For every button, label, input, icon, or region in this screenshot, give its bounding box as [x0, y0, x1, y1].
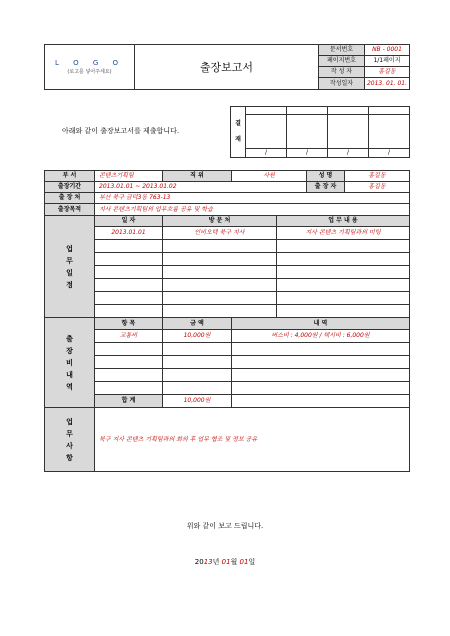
schedule-cell[interactable] [163, 305, 277, 318]
meta-value: 1/1페이지 [365, 56, 410, 67]
expense-cell[interactable] [163, 382, 232, 395]
expense-cell[interactable]: 10,000원 [163, 330, 232, 343]
schedule-cell[interactable] [277, 292, 410, 305]
matters-side-label: 업 무 사 항 [45, 408, 95, 472]
schedule-cell[interactable] [163, 266, 277, 279]
signature-box[interactable] [369, 115, 410, 149]
expense-cell[interactable]: 버스비 : 4,000원 / 택시비 : 6,000원 [232, 330, 410, 343]
header-table [44, 44, 410, 90]
schedule-cell[interactable] [163, 253, 277, 266]
schedule-header: 일 자 [95, 216, 163, 227]
signature-box[interactable] [287, 115, 328, 149]
intro-text: 아래와 같이 출장보고서를 제출합니다. [62, 127, 180, 135]
signature-box[interactable] [328, 115, 369, 149]
signature-box[interactable] [246, 115, 287, 149]
schedule-cell[interactable]: 인비오텍 북구 지사 [163, 227, 277, 240]
traveler-value: 홍길동 [345, 182, 410, 193]
expense-cell[interactable] [95, 356, 163, 369]
schedule-cell[interactable] [95, 240, 163, 253]
purpose-label: 출장목적 [45, 204, 95, 216]
schedule-cell[interactable] [277, 253, 410, 266]
expense-header: 내 역 [232, 318, 410, 330]
expense-cell[interactable] [163, 369, 232, 382]
period-value: 2013.01.01 ~ 2013.01.02 [95, 182, 307, 193]
expense-cell[interactable] [163, 343, 232, 356]
name-label: 성 명 [307, 171, 345, 182]
approval-slot-title [369, 107, 410, 115]
period-label: 출장기간 [45, 182, 95, 193]
traveler-label: 출 장 자 [307, 182, 345, 193]
schedule-cell[interactable] [95, 266, 163, 279]
schedule-cell[interactable] [277, 279, 410, 292]
total-label: 합 계 [95, 395, 163, 408]
schedule-side-label: 업 무 일 정 [45, 216, 95, 318]
schedule-cell[interactable] [277, 240, 410, 253]
meta-label: 페이지번호 [319, 56, 365, 67]
meta-value: NB - 0001 [365, 45, 410, 56]
expense-cell[interactable] [95, 369, 163, 382]
report-table [44, 170, 410, 472]
schedule-header: 업 무 내 용 [277, 216, 410, 227]
approval-slot-title [287, 107, 328, 115]
dept-label: 부 서 [45, 171, 95, 182]
approval-table [230, 106, 410, 158]
logo: L O G O [54, 58, 125, 67]
meta-label: 작성일자 [319, 78, 365, 90]
schedule-cell[interactable] [277, 305, 410, 318]
expense-cell[interactable]: 교통비 [95, 330, 163, 343]
schedule-header: 방 문 처 [163, 216, 277, 227]
expense-header: 항 목 [95, 318, 163, 330]
logo-area [45, 45, 135, 90]
report-date: 2013년 01월 01일 [194, 558, 256, 566]
approval-label: 결 재 [231, 107, 246, 158]
meta-label: 작 성 자 [319, 67, 365, 78]
place-value: 부산 북구 금덕3동 763-13 [95, 193, 410, 204]
expense-cell[interactable] [232, 382, 410, 395]
rank-label: 직 위 [163, 171, 232, 182]
document-title: 출장보고서 [135, 45, 319, 90]
expense-cell[interactable] [95, 382, 163, 395]
schedule-cell[interactable] [95, 292, 163, 305]
logo-caption: (로고를 넣어주세요) [67, 68, 112, 75]
approval-date: / [246, 149, 287, 158]
schedule-cell[interactable]: 2013.01.01 [95, 227, 163, 240]
total-value: 10,000원 [163, 395, 232, 408]
schedule-cell[interactable]: 지사 콘텐츠 기획팀과의 미팅 [277, 227, 410, 240]
expense-cell[interactable] [232, 356, 410, 369]
purpose-value: 지사 콘텐츠기획팀의 업무흐름 공유 및 학습 [95, 204, 410, 216]
schedule-cell[interactable] [277, 266, 410, 279]
rank-value: 사원 [232, 171, 307, 182]
meta-label: 문서번호 [319, 45, 365, 56]
meta-value: 홍길동 [365, 67, 410, 78]
schedule-cell[interactable] [95, 253, 163, 266]
expense-side-label: 출 장 비 내 역 [45, 318, 95, 408]
approval-date: / [328, 149, 369, 158]
schedule-cell[interactable] [95, 305, 163, 318]
schedule-cell[interactable] [163, 279, 277, 292]
dept-value: 콘텐츠기획팀 [95, 171, 163, 182]
approval-slot-title [246, 107, 287, 115]
total-note [232, 395, 410, 408]
expense-cell[interactable] [163, 356, 232, 369]
expense-cell[interactable] [95, 343, 163, 356]
approval-date: / [369, 149, 410, 158]
approval-slot-title [328, 107, 369, 115]
name-value: 홍길동 [345, 171, 410, 182]
closing-text: 위와 같이 보고 드립니다. [186, 522, 264, 530]
schedule-cell[interactable] [163, 240, 277, 253]
expense-header: 금 액 [163, 318, 232, 330]
matters-text[interactable]: 북구 지사 콘텐츠 기획팀과의 회의 후 업무 협조 및 정보 공유 [95, 408, 410, 472]
expense-cell[interactable] [232, 369, 410, 382]
place-label: 출 장 처 [45, 193, 95, 204]
expense-cell[interactable] [232, 343, 410, 356]
approval-date: / [287, 149, 328, 158]
schedule-cell[interactable] [95, 279, 163, 292]
meta-value: 2013. 01. 01. [365, 78, 410, 90]
schedule-cell[interactable] [163, 292, 277, 305]
